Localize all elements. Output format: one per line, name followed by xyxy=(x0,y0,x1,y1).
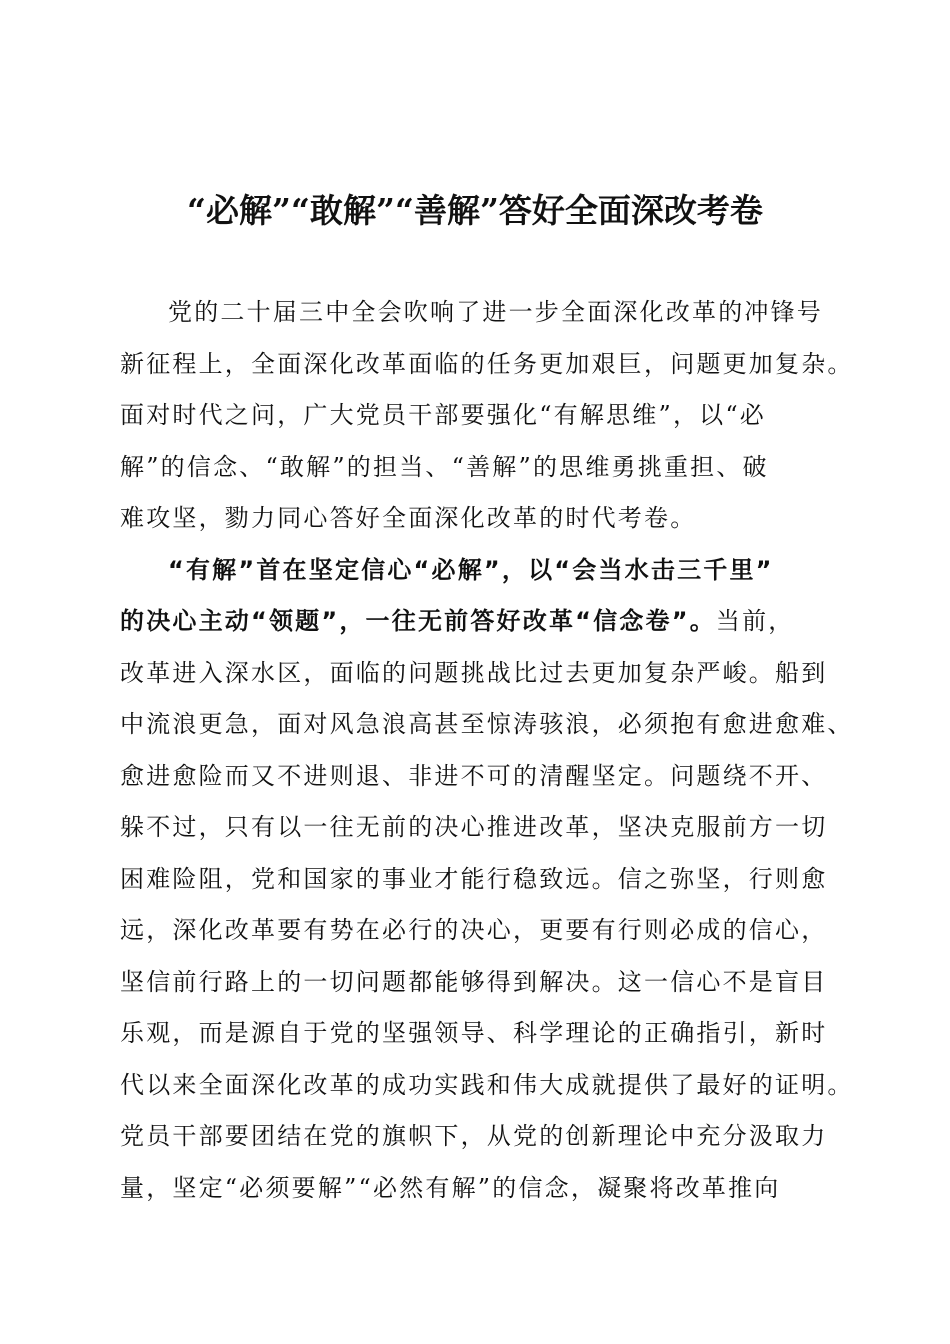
paragraph-line: 难攻坚，勠力同心答好全面深化改革的时代考卷。 xyxy=(120,504,697,532)
paragraph-line: 躲不过，只有以一往无前的决心推进改革，坚决克服前方一切 xyxy=(120,813,828,841)
paragraph-line: 党员干部要团结在党的旗帜下，从党的创新理论中充分汲取力 xyxy=(120,1122,828,1150)
paragraph-line: 坚信前行路上的一切问题都能够得到解决。这一信心不是盲目 xyxy=(120,967,828,996)
paragraph-line: 代以来全面深化改革的成功实践和伟大成就提供了最好的证明。 xyxy=(120,1070,854,1099)
section-heading-line-with-tail xyxy=(120,603,850,655)
paragraph-line: 改革进入深水区，面临的问题挑战比过去更加复杂严峻。船到 xyxy=(120,658,828,687)
section-heading-line: “有解”首在坚定信心“必解”，以“会当水击三千里” xyxy=(168,555,774,584)
paragraph-line: 愈进愈险而又不进则退、非进不可的清醒坚定。问题绕不开、 xyxy=(120,761,828,790)
paragraph-line: 党的二十届三中全会吹响了进一步全面深化改革的冲锋号 xyxy=(168,298,823,326)
section-heading-text: 的决心主动“领题”，一往无前答好改革“信念卷”。 xyxy=(120,607,716,635)
paragraph-line: 新征程上，全面深化改革面临的任务更加艰巨，问题更加复杂。 xyxy=(120,349,854,378)
paragraph-line: 困难险阻，党和国家的事业才能行稳致远。信之弥坚，行则愈 xyxy=(120,864,828,893)
document-title: “必解”“敢解”“善解”答好全面深改考卷 xyxy=(187,191,763,230)
paragraph-line: 远，深化改革要有势在必行的决心，更要有行则必成的信心， xyxy=(120,916,828,944)
document-body xyxy=(120,294,854,1221)
paragraph-line: 面对时代之问，广大党员干部要强化“有解思维”，以“必 xyxy=(120,401,767,429)
paragraph-tail-text: 当前， xyxy=(715,607,795,635)
paragraph-line: 中流浪更急，面对风急浪高甚至惊涛骇浪，必须抱有愈进愈难、 xyxy=(120,710,854,738)
paragraph-line: 乐观，而是源自于党的坚强领导、科学理论的正确指引，新时 xyxy=(120,1019,828,1047)
paragraph-line: 解”的信念、“敢解”的担当、“善解”的思维勇挑重担、破 xyxy=(120,452,769,481)
paragraph-line: 量，坚定“必须要解”“必然有解”的信念，凝聚将改革推向 xyxy=(120,1173,781,1202)
